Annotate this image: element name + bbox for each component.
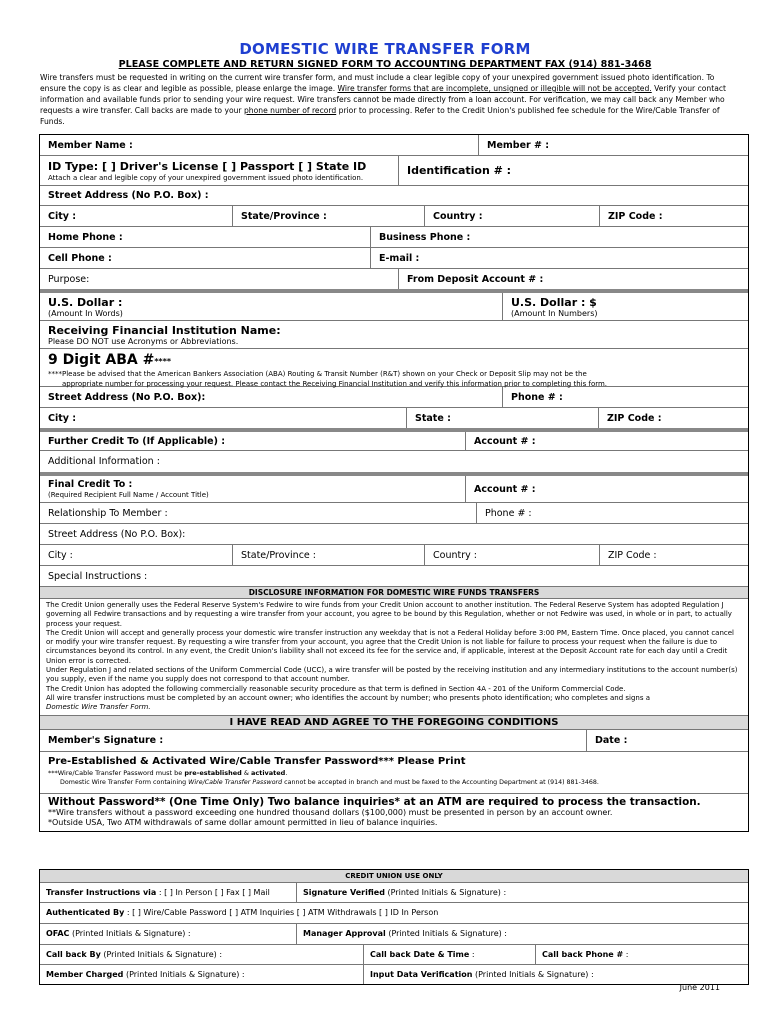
cu-callback-phone-label: Call back Phone # xyxy=(542,950,624,959)
member-street-field[interactable] xyxy=(40,186,748,205)
receiving-street-field[interactable] xyxy=(40,387,502,407)
disclosure-italic-end: Domestic Wire Transfer Form. xyxy=(46,703,151,712)
signature-row xyxy=(40,729,748,751)
final-credit-field[interactable] xyxy=(40,476,465,502)
member-number-field[interactable] xyxy=(478,135,748,155)
aba-label: 9 Digit ABA # xyxy=(48,352,155,368)
without-password-row xyxy=(40,793,748,831)
cu-callback-date-note: : xyxy=(469,950,475,959)
cu-sig-verified-field[interactable] xyxy=(296,883,748,902)
receiving-city-label: City : xyxy=(48,412,77,424)
member-country-field[interactable] xyxy=(424,206,599,226)
cu-member-charged-row xyxy=(40,964,748,984)
cu-transfer-opts: : [ ] In Person [ ] Fax [ ] Mail xyxy=(156,888,270,897)
signature-date-label: Date : xyxy=(595,734,628,746)
cu-input-verification-field[interactable] xyxy=(363,965,748,984)
disclosure-line-3: Under Regulation J and related sections of the Uniform Commercial Code (UCC), a wire transfer will be posted by the receiving institution and any intermediary institutions to the account number(s) you supply, even if the name you supply does not correspond to that account number. xyxy=(46,666,738,684)
aba-note-line2: appropriate number for processing your request. Please contact the Receiving Financial Institution and verify this information prior to completing this form. xyxy=(62,379,608,388)
further-credit-row xyxy=(40,428,748,450)
without-password-note-2: *Outside USA, Two ATM withdrawals of same dollar amount permitted in lieu of balance inquiries. xyxy=(48,817,438,827)
cu-manager-note: (Printed Initials & Signature) : xyxy=(385,929,507,938)
cu-callback-by-field[interactable] xyxy=(40,945,363,964)
pw-note2-b: Wire/Cable Transfer Password xyxy=(188,778,283,786)
aba-field[interactable] xyxy=(40,349,748,370)
pw-note2-c: cannot be accepted in branch and must be faxed to the Accounting Department at (914) 881-3468. xyxy=(282,778,599,786)
business-phone-label: Business Phone : xyxy=(379,231,471,243)
cu-input-verification-label: Input Data Verification xyxy=(370,970,473,979)
password-field[interactable] xyxy=(40,752,748,769)
relationship-label: Relationship To Member : xyxy=(48,507,168,519)
business-phone-field[interactable] xyxy=(370,227,748,247)
cu-input-verification-note: (Printed Initials & Signature) : xyxy=(472,970,594,979)
member-name-label: Member Name : xyxy=(48,139,133,151)
final-credit-account-field[interactable] xyxy=(465,476,748,502)
final-country-label: Country : xyxy=(433,549,477,561)
from-account-label: From Deposit Account # : xyxy=(407,273,544,285)
cu-callback-by-label: Call back By xyxy=(46,950,101,959)
cu-manager-field[interactable] xyxy=(296,924,748,944)
intro-p2-underlined: phone number of record xyxy=(243,106,337,115)
final-credit-note: (Required Recipient Full Name / Account Title) xyxy=(48,491,209,499)
additional-info-row xyxy=(40,450,748,472)
cu-callback-phone-field[interactable] xyxy=(535,945,748,964)
cu-callback-date-label: Call back Date & Time xyxy=(370,950,470,959)
cu-transfer-row xyxy=(40,882,748,902)
aba-stars: **** xyxy=(154,357,172,366)
cu-callback-date-field[interactable] xyxy=(363,945,535,964)
final-credit-label: Final Credit To : xyxy=(48,479,133,490)
further-credit-account-label: Account # : xyxy=(474,435,536,447)
password-label: Pre-Established & Activated Wire/Cable Transfer Password*** Please Print xyxy=(48,755,466,767)
further-credit-field[interactable] xyxy=(40,432,465,450)
special-instructions-label: Special Instructions : xyxy=(48,570,148,582)
email-field[interactable] xyxy=(370,248,748,268)
cu-member-charged-note: (Printed Initials & Signature) : xyxy=(123,970,245,979)
aba-row xyxy=(40,348,748,386)
purpose-field[interactable] xyxy=(40,269,398,289)
id-note: Attach a clear and legible copy of your unexpired government issued photo identification. xyxy=(48,173,364,182)
amount-numbers-note: (Amount In Numbers) xyxy=(511,308,598,318)
cu-ofac-field[interactable] xyxy=(40,924,296,944)
cu-transfer-field[interactable] xyxy=(40,883,296,902)
aba-note-line1: ****Please be advised that the American Bankers Association (ABA) Routing & Transit Number (R&T) shown on your Check or Deposit Slip may not be the xyxy=(48,370,587,378)
member-number-label: Member # : xyxy=(487,139,550,151)
receiving-street-label: Street Address (No P.O. Box): xyxy=(48,391,206,403)
final-country-field[interactable] xyxy=(424,545,599,565)
receiving-name-field[interactable] xyxy=(40,321,748,348)
member-street-row xyxy=(40,185,748,205)
member-cell-row xyxy=(40,247,748,268)
agreement-heading: I HAVE READ AND AGREE TO THE FOREGOING CONDITIONS xyxy=(40,715,748,729)
password-note-1 xyxy=(40,769,748,778)
cu-callback-by-note: (Printed Initials & Signature) : xyxy=(100,950,223,959)
cu-callback-row xyxy=(40,944,748,964)
wire-transfer-form xyxy=(39,134,749,832)
further-credit-label: Further Credit To (If Applicable) : xyxy=(48,435,226,447)
disclosure-body xyxy=(40,598,748,715)
cu-member-charged-field[interactable] xyxy=(40,965,363,984)
cu-auth-opts: : [ ] Wire/Cable Password [ ] ATM Inquiries [ ] ATM Withdrawals [ ] ID In Person xyxy=(124,908,439,917)
cu-auth-field[interactable] xyxy=(40,903,748,923)
receiving-street-row xyxy=(40,386,748,407)
member-street-label: Street Address (No P.O. Box) : xyxy=(48,190,209,201)
receiving-state-field[interactable] xyxy=(406,408,598,428)
receiving-city-field[interactable] xyxy=(40,408,406,428)
final-city-field[interactable] xyxy=(40,545,232,565)
member-city-row xyxy=(40,205,748,226)
member-name-field[interactable] xyxy=(40,135,478,155)
receiving-name-label: Receiving Financial Institution Name: xyxy=(48,323,281,337)
final-credit-account-label: Account # : xyxy=(474,483,536,495)
disclosure-line-5: All wire transfer instructions must be completed by an account owner; who identifies the account by number; who presents photo identification; who completes and signs a xyxy=(46,693,651,702)
cell-phone-field[interactable] xyxy=(40,248,370,268)
intro-p1: Wire transfers must be requested in writing on the current wire transfer form, and must include a clear legible copy of your unexpired government issued photo identification. To ensure the copy is as clear and legible as possible, please enlarge the image. xyxy=(40,73,715,93)
final-credit-row xyxy=(40,472,748,502)
receiving-city-row xyxy=(40,407,748,428)
cu-auth-label: Authenticated By xyxy=(46,908,125,917)
cu-ofac-note: (Printed Initials & Signature) : xyxy=(69,929,191,938)
final-city-row xyxy=(40,544,748,565)
pw-note1-a: ***Wire/Cable Transfer Password must be xyxy=(48,768,185,777)
pw-note1-b: pre-established xyxy=(184,768,242,777)
receiving-zip-field[interactable] xyxy=(598,408,748,428)
receiving-state-label: State : xyxy=(415,412,451,424)
member-name-row xyxy=(40,135,748,155)
special-instructions-row xyxy=(40,565,748,586)
pw-note1-c: & xyxy=(241,768,251,777)
final-street-label: Street Address (No P.O. Box): xyxy=(48,528,186,540)
final-city-label: City : xyxy=(48,549,73,561)
amount-numbers-field[interactable] xyxy=(502,293,748,320)
amount-words-label: U.S. Dollar : xyxy=(48,295,123,309)
member-state-field[interactable] xyxy=(232,206,424,226)
additional-info-label: Additional Information : xyxy=(48,456,160,467)
cu-member-charged-label: Member Charged xyxy=(46,970,124,979)
receiving-phone-field[interactable] xyxy=(502,387,748,407)
cu-ofac-label: OFAC xyxy=(46,929,70,938)
form-subtitle: PLEASE COMPLETE AND RETURN SIGNED FORM TO ACCOUNTING DEPARTMENT FAX (914) 881-3468 xyxy=(118,59,652,70)
home-phone-field[interactable] xyxy=(40,227,370,247)
amount-words-field[interactable] xyxy=(40,293,502,320)
footer-date: June 2011 xyxy=(679,983,720,992)
purpose-row xyxy=(40,268,748,289)
intro-p3: prior to processing. Refer to the Credit Union's published fee schedule for the Wire/Cable Transfer of Funds. xyxy=(40,106,720,126)
member-country-label: Country : xyxy=(433,210,483,222)
without-password-heading: Without Password** (One Time Only) Two balance inquiries* at an ATM are required to process the transaction. xyxy=(48,795,701,808)
final-street-row xyxy=(40,523,748,544)
cu-callback-phone-note: : xyxy=(623,950,629,959)
member-signature-label: Member's Signature : xyxy=(48,734,164,746)
id-type-row xyxy=(40,155,748,185)
final-state-field[interactable] xyxy=(232,545,424,565)
receiving-name-note: Please DO NOT use Acronyms or Abbreviations. xyxy=(48,336,239,346)
receiving-zip-label: ZIP Code : xyxy=(607,412,662,424)
further-credit-account-field[interactable] xyxy=(465,432,748,450)
receiving-phone-label: Phone # : xyxy=(511,391,563,403)
password-row xyxy=(40,751,748,793)
final-zip-label: ZIP Code : xyxy=(608,549,657,561)
intro-p2: Verify your contact information and available funds prior to sending your wire request. Wire transfers cannot be made directly from a loan account. For verification, we may call back any Member who requests a wire transfer. Call backs are made to your xyxy=(40,84,727,115)
final-state-label: State/Province : xyxy=(241,549,316,561)
disclosure-line-4: The Credit Union has adopted the following commercially reasonable security procedure as that term is defined in Section 4A - 201 of the Uniform Commercial Code. xyxy=(46,684,626,693)
cu-sig-verified-label: Signature Verified xyxy=(303,888,385,897)
amount-words-note: (Amount In Words) xyxy=(48,308,123,318)
intro-text xyxy=(40,72,730,127)
without-password-note-1: **Wire transfers without a password exceeding one hundred thousand dollars ($100,000) must be presented in person by an account owner. xyxy=(48,807,613,817)
cu-sig-verified-note: (Printed Initials & Signature) : xyxy=(384,888,507,897)
amount-numbers-label: U.S. Dollar : $ xyxy=(511,295,597,309)
pw-note2-a: Domestic Wire Transfer Form containing xyxy=(60,778,189,786)
member-zip-label: ZIP Code : xyxy=(608,210,663,222)
amount-row xyxy=(40,289,748,320)
final-phone-field[interactable] xyxy=(476,503,748,523)
cu-manager-label: Manager Approval xyxy=(303,929,386,938)
final-phone-label: Phone # : xyxy=(485,507,532,519)
member-signature-field[interactable] xyxy=(40,730,586,751)
relationship-field[interactable] xyxy=(40,503,476,523)
disclosure-heading: DISCLOSURE INFORMATION FOR DOMESTIC WIRE FUNDS TRANSFERS xyxy=(40,586,748,598)
home-phone-label: Home Phone : xyxy=(48,231,123,243)
intro-p1-underlined: Wire transfer forms that are incomplete, unsigned or illegible will not be accepted. xyxy=(337,84,652,93)
receiving-name-row xyxy=(40,320,748,348)
credit-union-use-only xyxy=(39,869,749,985)
special-instructions-field[interactable] xyxy=(40,566,748,586)
member-city-field[interactable] xyxy=(40,206,232,226)
form-title: DOMESTIC WIRE TRANSFER FORM xyxy=(239,40,531,58)
from-account-field[interactable] xyxy=(398,269,748,289)
pw-note1-d: activated xyxy=(250,768,286,777)
pw-note1-e: . xyxy=(285,768,288,777)
final-street-field[interactable] xyxy=(40,524,748,544)
member-state-label: State/Province : xyxy=(241,210,327,222)
cu-only-heading: CREDIT UNION USE ONLY xyxy=(40,870,748,882)
password-note-2 xyxy=(40,778,748,787)
identification-number-field[interactable] xyxy=(398,156,748,185)
cu-transfer-label: Transfer Instructions via xyxy=(46,888,157,897)
cu-ofac-row xyxy=(40,923,748,944)
relationship-row xyxy=(40,502,748,523)
member-zip-field[interactable] xyxy=(599,206,748,226)
purpose-label: Purpose: xyxy=(48,273,90,285)
signature-date-field[interactable] xyxy=(586,730,748,751)
identification-number-label: Identification # : xyxy=(407,164,512,177)
additional-info-field[interactable] xyxy=(40,451,748,472)
disclosure-line-1: The Credit Union generally uses the Federal Reserve System's Fedwire to wire funds from your Credit Union account to another institution. The Federal Reserve System has adopted Regulation J governing all Fedwire transactions and by requesting a wire transfer from your account, you agree to be bound by this Regulation, whether or not Fedwire was used, in whole or in part, to actually process your request. xyxy=(46,601,732,628)
id-type-label: ID Type: [ ] Driver's License [ ] Passport [ ] State ID xyxy=(48,159,367,173)
disclosure-line-2: The Credit Union will accept and generally process your domestic wire transfer instruction any weekday that is not a Federal Holiday before 3:00 PM, Eastern Time. Once placed, you cannot cancel or modify your wire transfer request. By requesting a wire transfer from your account, you agree that the Credit Union is not liable for failure to process your request when the failure is due to circumstances beyond its control. In any event, the Credit Union's liability shall not exceed its fee for the service and, if applicable, interest at the Deposit Account rate for each day until a Credit Union error is corrected. xyxy=(46,628,735,665)
id-type-field[interactable] xyxy=(40,156,398,185)
cell-phone-label: Cell Phone : xyxy=(48,252,112,264)
member-phone-row xyxy=(40,226,748,247)
final-zip-field[interactable] xyxy=(599,545,748,565)
cu-auth-row xyxy=(40,902,748,923)
email-label: E-mail : xyxy=(379,252,420,264)
member-city-label: City : xyxy=(48,210,77,222)
